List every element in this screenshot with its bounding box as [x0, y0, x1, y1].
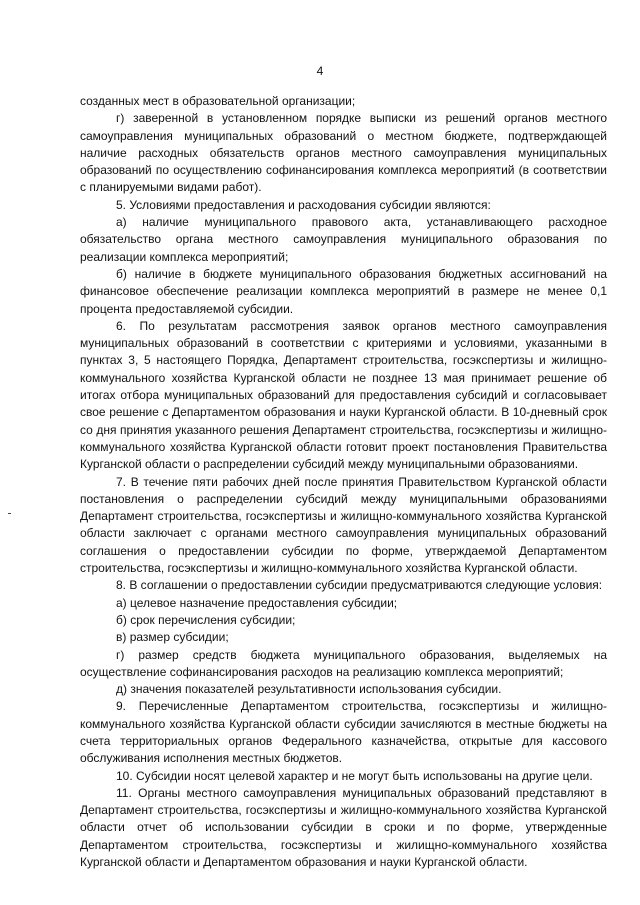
- page-number: 4: [316, 64, 324, 78]
- paragraph-8d: д) значения показателей результативности использования субсидии.: [116, 682, 502, 697]
- paragraph-8v: в) размер субсидии;: [116, 630, 229, 645]
- paragraph-5a: а) наличие муниципального правового акта, устанавливающего расходное обязательство органа местного самоуправления муниципального образования по реализации комплекса мероприятий;: [80, 215, 607, 264]
- paragraph-8g: г) размер средств бюджета муниципального образования, выделяемых на осуществление софинансирования расходов на реализацию комплекса мероприятий;: [80, 647, 607, 679]
- paragraph-item-g-extract: г) заверенной в установленном порядке выписки из решений органов местного самоуправления муниципальных образований о местном бюджете, подтверждающей наличие расходных обязательств органов местного самоуправления муниципальных образований по осуществлению софинансирования комплекса мероприятий (в соответствии с планируемыми видами работ).: [80, 111, 607, 195]
- paragraph-8a: а) целевое назначение предоставления субсидии;: [116, 595, 398, 610]
- paragraph-8b: б) срок перечисления субсидии;: [116, 612, 296, 627]
- paragraph-5-conditions: 5. Условиями предоставления и расходования субсидии являются:: [116, 197, 491, 212]
- margin-mark: [8, 513, 11, 514]
- paragraph-7: 7. В течение пяти рабочих дней после принятия Правительством Курганской области постановления о распределении субсидий между муниципальными образованиями Департамент строительства, госэкспертизы и жилищно-коммунального хозяйства Курганской области заключает с органами местного самоуправления муниципальных образований соглашения о предоставлении субсидии по форме, утверждаемой Департаментом строительства, госэкспертизы и жилищно-коммунального хозяйства Курганской области.: [80, 474, 607, 576]
- paragraph-5b: б) наличие в бюджете муниципального образования бюджетных ассигнований на финансовое обеспечение реализации комплекса мероприятий в размере не менее 0,1 процента предоставляемой субсидии.: [80, 266, 607, 316]
- paragraph-9: 9. Перечисленные Департаментом строительства, госэкспертизы и жилищно-коммунального хозяйства Курганской области субсидии зачисляются в местные бюджеты на счета территориальных органов Федерального казначейства, открытые для кассового обслуживания исполнения местных бюджетов.: [80, 699, 607, 766]
- paragraph-continuation: созданных мест в образовательной организации;: [80, 94, 356, 108]
- paragraph-8: 8. В соглашении о предоставлении субсидии предусматриваются следующие условия:: [116, 578, 603, 593]
- paragraph-6: 6. По результатам рассмотрения заявок органов местного самоуправления муниципальных образований в соответствии с критериями и условиями, указанными в пунктах 3, 5 настоящего Порядка, Департамент строительства, госэкспертизы и жилищно-коммунального хозяйства Курганской области не позднее 13 мая принимает решение об итогах отбора муниципальных образований для предоставления субсидий и согласовывает свое решение с Департаментом образования и науки Курганской области. В 10-дневный срок со дня принятия указанного решения Департамент строительства, госэкспертизы и жилищно-коммунального хозяйства Курганской области готовит проект постановления Правительства Курганской области о распределении субсидий между муниципальными образованиями.: [80, 318, 607, 472]
- paragraph-11: 11. Органы местного самоуправления муниципальных образований представляют в Департамент строительства, госэкспертизы и жилищно-коммунального хозяйства Курганской области отчет об использовании субсидии в сроки и по форме, утвержденные Департаментом строительства, госэкспертизы и жилищно-коммунального хозяйства Курганской области и Департаментом образования и науки Курганской области.: [80, 785, 607, 870]
- paragraph-10: 10. Субсидии носят целевой характер и не могут быть использованы на другие цели.: [116, 768, 593, 783]
- document-body: [80, 93, 607, 871]
